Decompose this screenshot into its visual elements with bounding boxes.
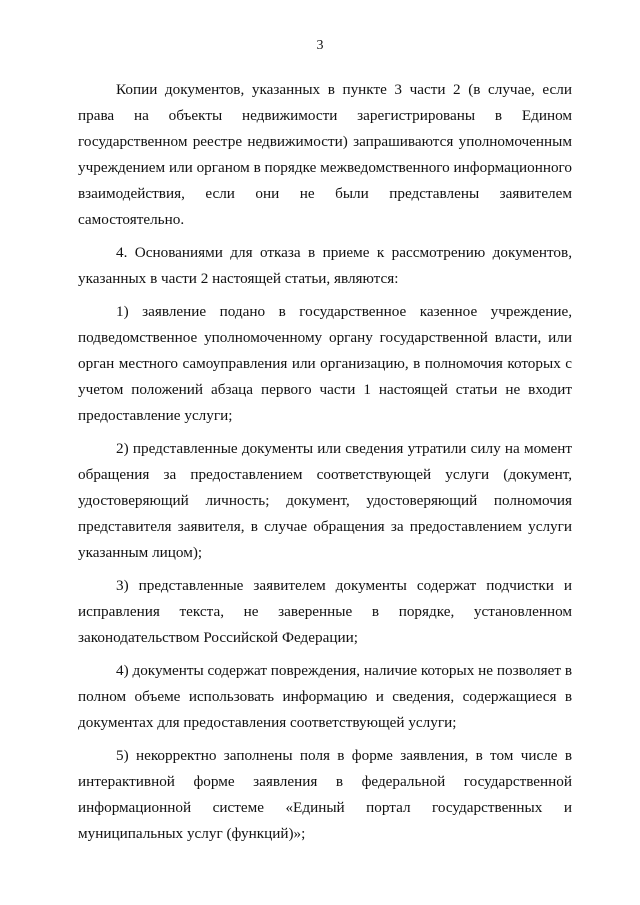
paragraph-item-5: 5) некорректно заполнены поля в форме заявления, в том числе в интерактивной форме заявления в федеральной государственной информационной системе «Единый портал государственных и муниципальных услуг (функций)»; bbox=[78, 747, 572, 842]
paragraph-item-4: 4) документы содержат повреждения, наличие которых не позволяет в полном объеме использовать информацию и сведения, содержащиеся в документах для предоставления соответствующей услуги; bbox=[78, 662, 572, 731]
page-number: 3 bbox=[316, 38, 324, 53]
paragraph-item-3: 3) представленные заявителем документы содержат подчистки и исправления текста, не заверенные в порядке, установленном законодательством Российской Федерации; bbox=[78, 577, 572, 646]
document-body bbox=[78, 77, 572, 847]
paragraph-item-1: 1) заявление подано в государственное казенное учреждение, подведомственное уполномоченному органу государственной власти, или орган местного самоуправления или организацию, в полномочия которых с учетом положений абзаца первого части 1 настоящей статьи не входит предоставление услуги; bbox=[78, 303, 572, 424]
paragraph-document-copies: Копии документов, указанных в пункте 3 части 2 (в случае, если права на объекты недвижимости зарегистрированы в Едином государственном реестре недвижимости) запрашиваются уполномоченным учреждением или органом в порядке межведомственного информационного взаимодействия, если они не были представлены заявителем самостоятельно. bbox=[78, 81, 572, 228]
paragraph-refusal-grounds-intro: 4. Основаниями для отказа в приеме к рассмотрению документов, указанных в части 2 настоящей статьи, являются: bbox=[78, 244, 572, 287]
paragraph-item-2: 2) представленные документы или сведения утратили силу на момент обращения за предоставлением соответствующей услуги (документ, удостоверяющий личность; документ, удостоверяющий полномочия представителя заявителя, в случае обращения за предоставлением услуги указанным лицом); bbox=[78, 440, 572, 561]
